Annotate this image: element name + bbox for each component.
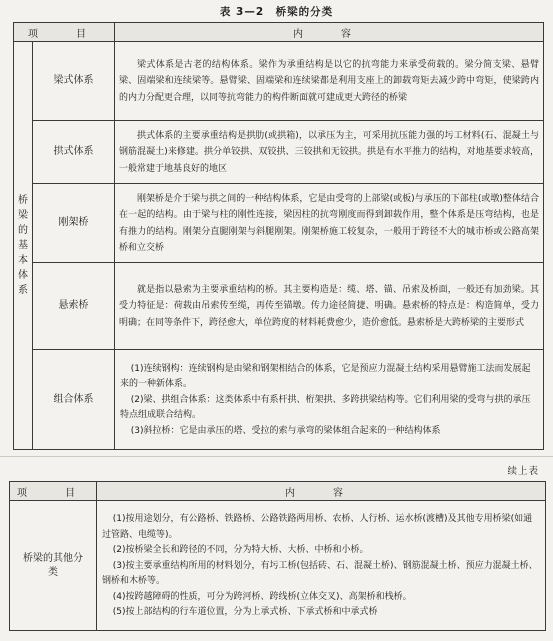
- header-content: 内 容: [97, 482, 546, 501]
- list-item: (3)斜拉桥：它是由承压的塔、受拉的索与承弯的梁体组合起来的一种结构体系: [130, 425, 441, 436]
- list-item: (1)连续钢构：连续钢构是由梁和钢架相结合的体系，它是预应力混凝土结构采用悬臂施工法而发展起来的一种新体系。: [120, 363, 531, 390]
- other-classification-table: [9, 481, 546, 631]
- bridge-classification-table: [13, 22, 544, 450]
- group-label-basic-systems: [14, 42, 33, 450]
- row-content: [115, 350, 544, 450]
- row-name: 拱式体系: [33, 121, 115, 184]
- row-name: 悬索桥: [33, 263, 115, 350]
- group-label-text: 桥梁的基本体系: [18, 195, 28, 296]
- row-name: 组合体系: [33, 350, 115, 450]
- header-item: 项 目: [10, 482, 97, 501]
- list-item: (4)按跨越障碍的性质，可分为跨河桥、跨线桥(立体交叉)、高架桥和栈桥。: [112, 591, 412, 602]
- row-name: 桥梁的其他分类: [10, 501, 97, 631]
- list-item: (3)按主要承重结构所用的材料划分，有圬工桥(包括砖、石、混凝土桥)、钢筋混凝土桥、预应力混凝土桥、钢桥和木桥等。: [102, 560, 538, 587]
- header-item: 项 目: [14, 23, 115, 42]
- row-content: 拱式体系的主要承重结构是拱肋(或拱箱)，以承压为主，可采用抗压能力强的圬工材料(石、混凝土与钢筋混凝土)来修建。拱分单铰拱、双铰拱、三铰拱和无铰拱。拱是有水平推力的结构，对地基要求较高，一般常建于地基良好的地区: [115, 121, 544, 184]
- row-content: 就是指以悬索为主要承重结构的桥。其主要构造是：缆、塔、锚、吊索及桥面，一般还有加劲梁。其受力特征是：荷载由吊索传至缆，再传至锚墩。传力途径简捷、明确。悬索桥的特点是：构造简单，受力明确；在同等条件下，跨径愈大，单位跨度的材料耗费愈少，造价愈低。悬索桥是大跨桥梁的主要形式: [115, 263, 544, 350]
- header-content: 内 容: [115, 23, 544, 42]
- table-row: [14, 350, 544, 450]
- row-name: 刚架桥: [33, 184, 115, 263]
- other-classification-list: [97, 510, 545, 621]
- table-row: [14, 184, 544, 263]
- list-item: (2)梁、拱组合体系：这类体系中有系杆拱、桁架拱、多跨拱梁结构等。它们利用梁的受弯与拱的承压特点组成联合结构。: [120, 394, 531, 421]
- list-item: (1)按用途划分，有公路桥、铁路桥、公路铁路两用桥、农桥、人行桥、运水桥(渡槽)及其他专用桥梁(如通过管路、电缆等)。: [102, 513, 533, 540]
- combined-system-list: [115, 360, 543, 440]
- page-divider: [0, 456, 553, 457]
- table-header-row: [10, 482, 546, 501]
- table-caption: 表 3—2 桥梁的分类: [219, 6, 334, 18]
- row-content: 梁式体系是古老的结构体系。梁作为承重结构是以它的抗弯能力来承受荷载的。梁分简支梁、悬臂梁、固端梁和连续梁等。悬臂梁、固端梁和连续梁都是利用支座上的卸载弯矩去减少跨中弯矩，使梁跨内的内力分配更合理，以同等抗弯能力的构件断面就可建成更大跨径的桥梁: [115, 42, 544, 121]
- list-item: (2)按桥梁全长和跨径的不同，分为特大桥、大桥、中桥和小桥。: [112, 545, 369, 556]
- table-header-row: [14, 23, 544, 42]
- list-item: (5)按上部结构的行车道位置，分为上承式桥、下承式桥和中承式桥: [112, 607, 378, 618]
- continued-label: 续上表: [507, 466, 539, 477]
- table-row: [10, 501, 546, 631]
- table-row: [14, 121, 544, 184]
- row-name: 梁式体系: [33, 42, 115, 121]
- table-row: [14, 263, 544, 350]
- row-content: 刚架桥是介于梁与拱之间的一种结构体系，它是由受弯的上部梁(或板)与承压的下部柱(或墩)整体结合在一起的结构。由于梁与柱的刚性连接，梁因柱的抗弯刚度而得到卸载作用，整个体系是压弯结构，也是有推力的结构。刚架分直腿刚架与斜腿刚架。刚架桥施工较复杂，一般用于跨径不大的城市桥或公路高架桥和立交桥: [115, 184, 544, 263]
- row-content: [97, 501, 546, 631]
- table-row: [14, 42, 544, 121]
